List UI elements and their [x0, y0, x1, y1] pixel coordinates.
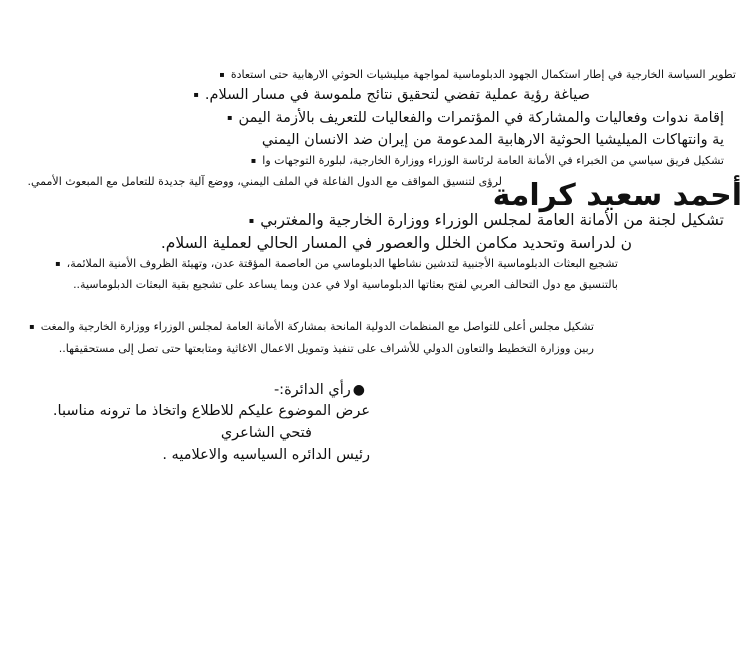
bullet-text: تشكيل فريق سياسي من الخبراء في الأمانة العامة لرئاسة الوزراء ووزارة الخارجية، لبلورة التوجهات وا [262, 154, 724, 167]
bullet-supreme-council [29, 321, 594, 334]
signer-title: رئيس الدائره السياسيه والاعلاميه . [162, 447, 370, 463]
signer-name: فتحي الشاعري [220, 425, 312, 441]
bullet-committee-continued: ن لدراسة وتحديد مكامن الخلل والعصور في المسار الحالي لعملية السلام. [160, 234, 632, 252]
bullet-diplomatic-missions-continued: بالتنسيق مع دول التحالف العربي لفتح بعثاتها الدبلوماسية اولا في عدن وبما يساعد على تشجيع بقية البعثات الدبلوماسية.. [73, 278, 618, 291]
bullet-expert-team-continued: لرؤى لتنسيق المواقف مع الدول الفاعلة في الملف اليمني، ووضع آلية جديدة للتعامل مع المبعوث الأممي. [27, 175, 502, 188]
department-opinion-text: عرض الموضوع عليكم للاطلاع واتخاذ ما ترونه مناسبا. [52, 403, 370, 419]
overlay-name: أحمد سعيد كرامة [492, 178, 742, 213]
opinion-heading-text: رأي الدائرة:- [273, 382, 351, 398]
bullet-foreign-policy [219, 69, 736, 82]
bullet-text: تشجيع البعثات الدبلوماسية الأجنبية لتدشين نشاطها الدبلوماسي من العاصمة المؤقتة عدن، وتهيئة الظروف الأمنية الملائمة، [66, 257, 618, 270]
bullet-seminars [227, 110, 724, 127]
bullet-text: صياغة رؤية عملية تفضي لتحقيق نتائج ملموسة في مسار السلام. [204, 87, 590, 103]
bullet-supreme-council-continued: ربين ووزارة التخطيط والتعاون الدولي للأشراف على تنفيذ وتمويل الاعمال الاغاثية ومتابعتها حتى تصل إلى مستحقيقها.. [58, 342, 594, 355]
bullet-text: إقامة ندوات وفعاليات والمشاركة في المؤتمرات والفعاليات للتعريف بالأزمة اليمن [238, 110, 724, 126]
bullet-peace-vision [193, 87, 590, 104]
department-opinion-heading [274, 382, 365, 399]
bullet-text: تشكيل لجنة من الأمانة العامة لمجلس الوزراء ووزارة الخارجية والمغتربي [260, 211, 724, 229]
bullet-committee [249, 212, 724, 230]
bullet-text: تطوير السياسة الخارجية في إطار استكمال الجهود الدبلوماسية لمواجهة ميليشيات الحوثي الارهابية حتى استعادة [230, 68, 736, 81]
bullet-expert-team [251, 155, 724, 168]
bullet-seminars-continued: ية وانتهاكات الميليشيا الحوثية الارهابية المدعومة من إيران ضد الانسان اليمني [261, 132, 724, 148]
bullet-text: تشكيل مجلس أعلى للتواصل مع المنظمات الدولية المانحة بمشاركة الأمانة العامة لمجلس الوزراء ووزارة الخارجية والمغت [40, 320, 594, 333]
bullet-diplomatic-missions [55, 258, 618, 271]
